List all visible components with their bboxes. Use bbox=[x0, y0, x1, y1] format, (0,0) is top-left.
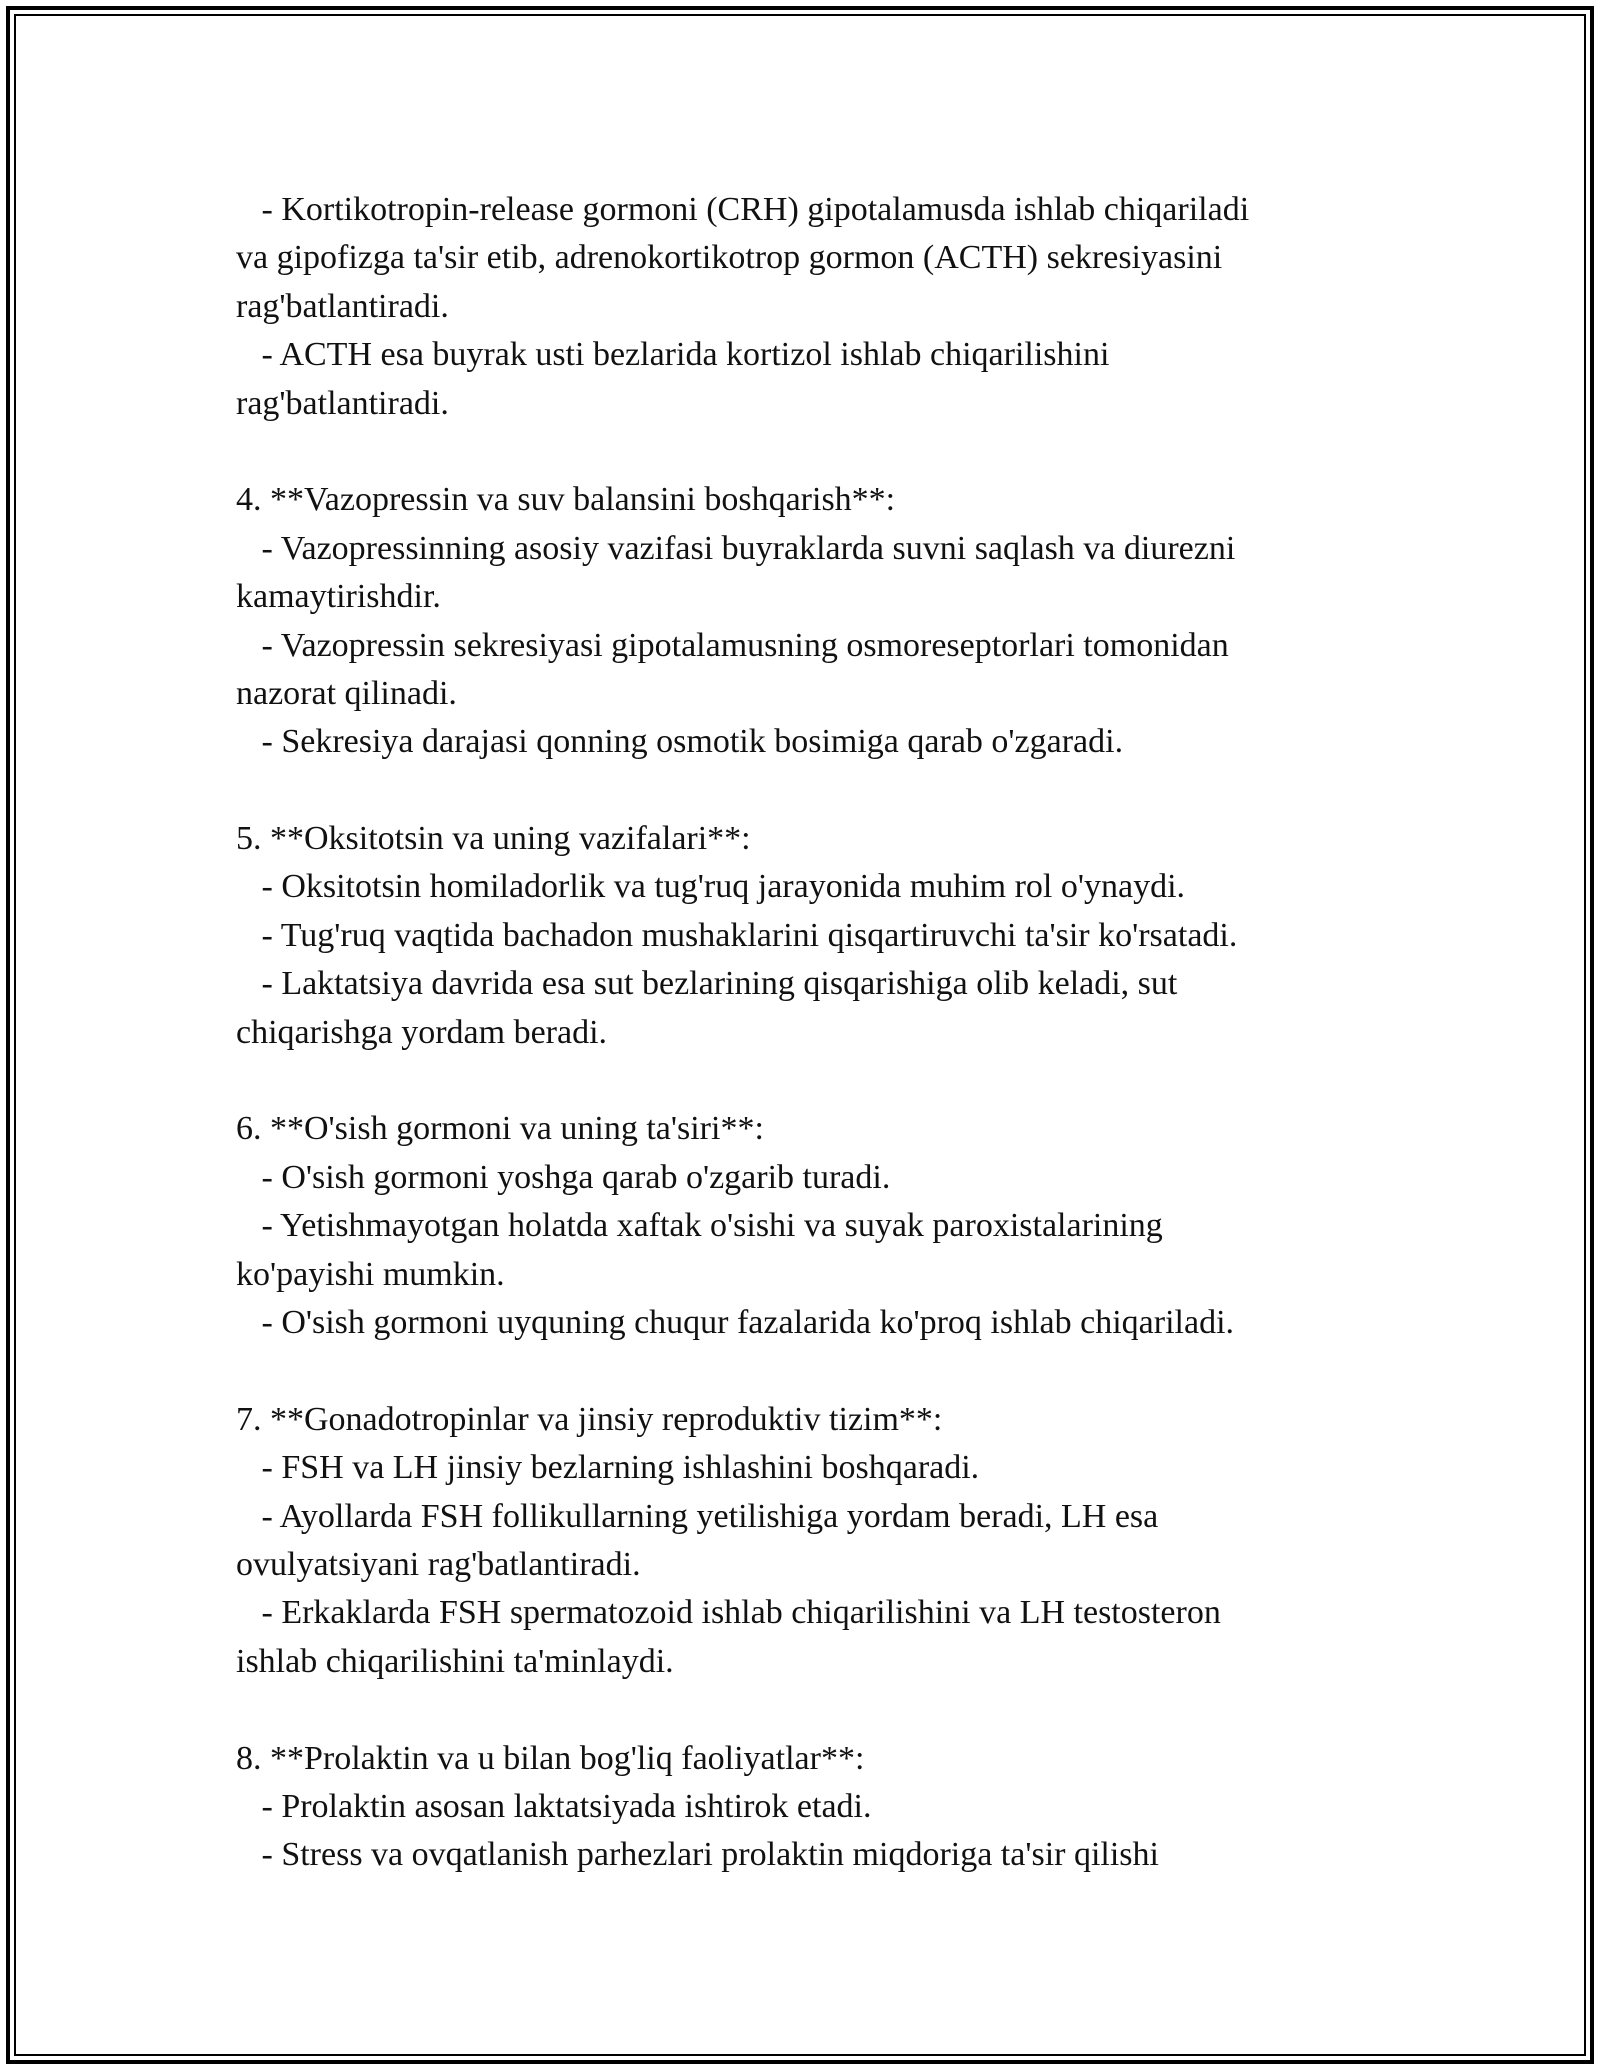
blank-line bbox=[236, 1057, 1376, 1105]
section-heading: 7. **Gonadotropinlar va jinsiy reproduktiv tizim**: bbox=[236, 1400, 943, 1438]
text-line: rag'batlantiradi. bbox=[236, 384, 449, 422]
section-heading: 4. **Vazopressin va suv balansini boshqarish**: bbox=[236, 481, 896, 519]
section-heading: 5. **Oksitotsin va uning vazifalari**: bbox=[236, 820, 751, 858]
text-line: - Erkaklarda FSH spermatozoid ishlab chiqarilishini va LH testosteron bbox=[236, 1594, 1221, 1632]
text-line: - O'sish gormoni yoshga qarab o'zgarib turadi. bbox=[236, 1158, 891, 1196]
text-line: nazorat qilinadi. bbox=[236, 674, 457, 712]
text-line: ko'payishi mumkin. bbox=[236, 1255, 505, 1293]
text-line: - ACTH esa buyrak usti bezlarida kortizol ishlab chiqarilishini bbox=[236, 336, 1110, 374]
text-line: ishlab chiqarilishini ta'minlaydi. bbox=[236, 1642, 674, 1680]
document-body bbox=[236, 186, 1376, 1880]
blank-line bbox=[236, 428, 1376, 476]
text-line: va gipofizga ta'sir etib, adrenokortikotrop gormon (ACTH) sekresiyasini bbox=[236, 239, 1223, 277]
text-line: - FSH va LH jinsiy bezlarning ishlashini boshqaradi. bbox=[236, 1449, 980, 1487]
text-line: - Oksitotsin homiladorlik va tug'ruq jarayonida muhim rol o'ynaydi. bbox=[236, 868, 1186, 906]
text-line: - Tug'ruq vaqtida bachadon mushaklarini qisqartiruvchi ta'sir ko'rsatadi. bbox=[236, 916, 1238, 954]
text-line: - Sekresiya darajasi qonning osmotik bosimiga qarab o'zgaradi. bbox=[236, 723, 1124, 761]
blank-line bbox=[236, 1347, 1376, 1395]
text-line: chiqarishga yordam beradi. bbox=[236, 1013, 608, 1051]
text-line: ovulyatsiyani rag'batlantiradi. bbox=[236, 1545, 641, 1583]
text-line: - Ayollarda FSH follikullarning yetilishiga yordam beradi, LH esa bbox=[236, 1497, 1159, 1535]
text-line: - Laktatsiya davrida esa sut bezlarining qisqarishiga olib keladi, sut bbox=[236, 965, 1178, 1003]
blank-line bbox=[236, 1686, 1376, 1734]
section-heading: 6. **O'sish gormoni va uning ta'siri**: bbox=[236, 1110, 764, 1148]
text-line: rag'batlantiradi. bbox=[236, 287, 449, 325]
text-line: kamaytirishdir. bbox=[236, 578, 441, 616]
text-line: - Kortikotropin-release gormoni (CRH) gipotalamusda ishlab chiqariladi bbox=[236, 191, 1250, 228]
text-line: - Vazopressinning asosiy vazifasi buyraklarda suvni saqlash va diurezni bbox=[236, 529, 1236, 567]
text-line: - O'sish gormoni uyquning chuqur fazalarida ko'proq ishlab chiqariladi. bbox=[236, 1303, 1235, 1341]
text-line: - Vazopressin sekresiyasi gipotalamusning osmoreseptorlari tomonidan bbox=[236, 626, 1229, 664]
text-line: - Stress va ovqatlanish parhezlari prolaktin miqdoriga ta'sir qilishi bbox=[236, 1836, 1159, 1874]
text-line: - Prolaktin asosan laktatsiyada ishtirok etadi. bbox=[236, 1787, 872, 1825]
blank-line bbox=[236, 767, 1376, 815]
text-line: - Yetishmayotgan holatda xaftak o'sishi va suyak paroxistalarining bbox=[236, 1207, 1163, 1245]
section-heading: 8. **Prolaktin va u bilan bog'liq faoliyatlar**: bbox=[236, 1739, 865, 1777]
